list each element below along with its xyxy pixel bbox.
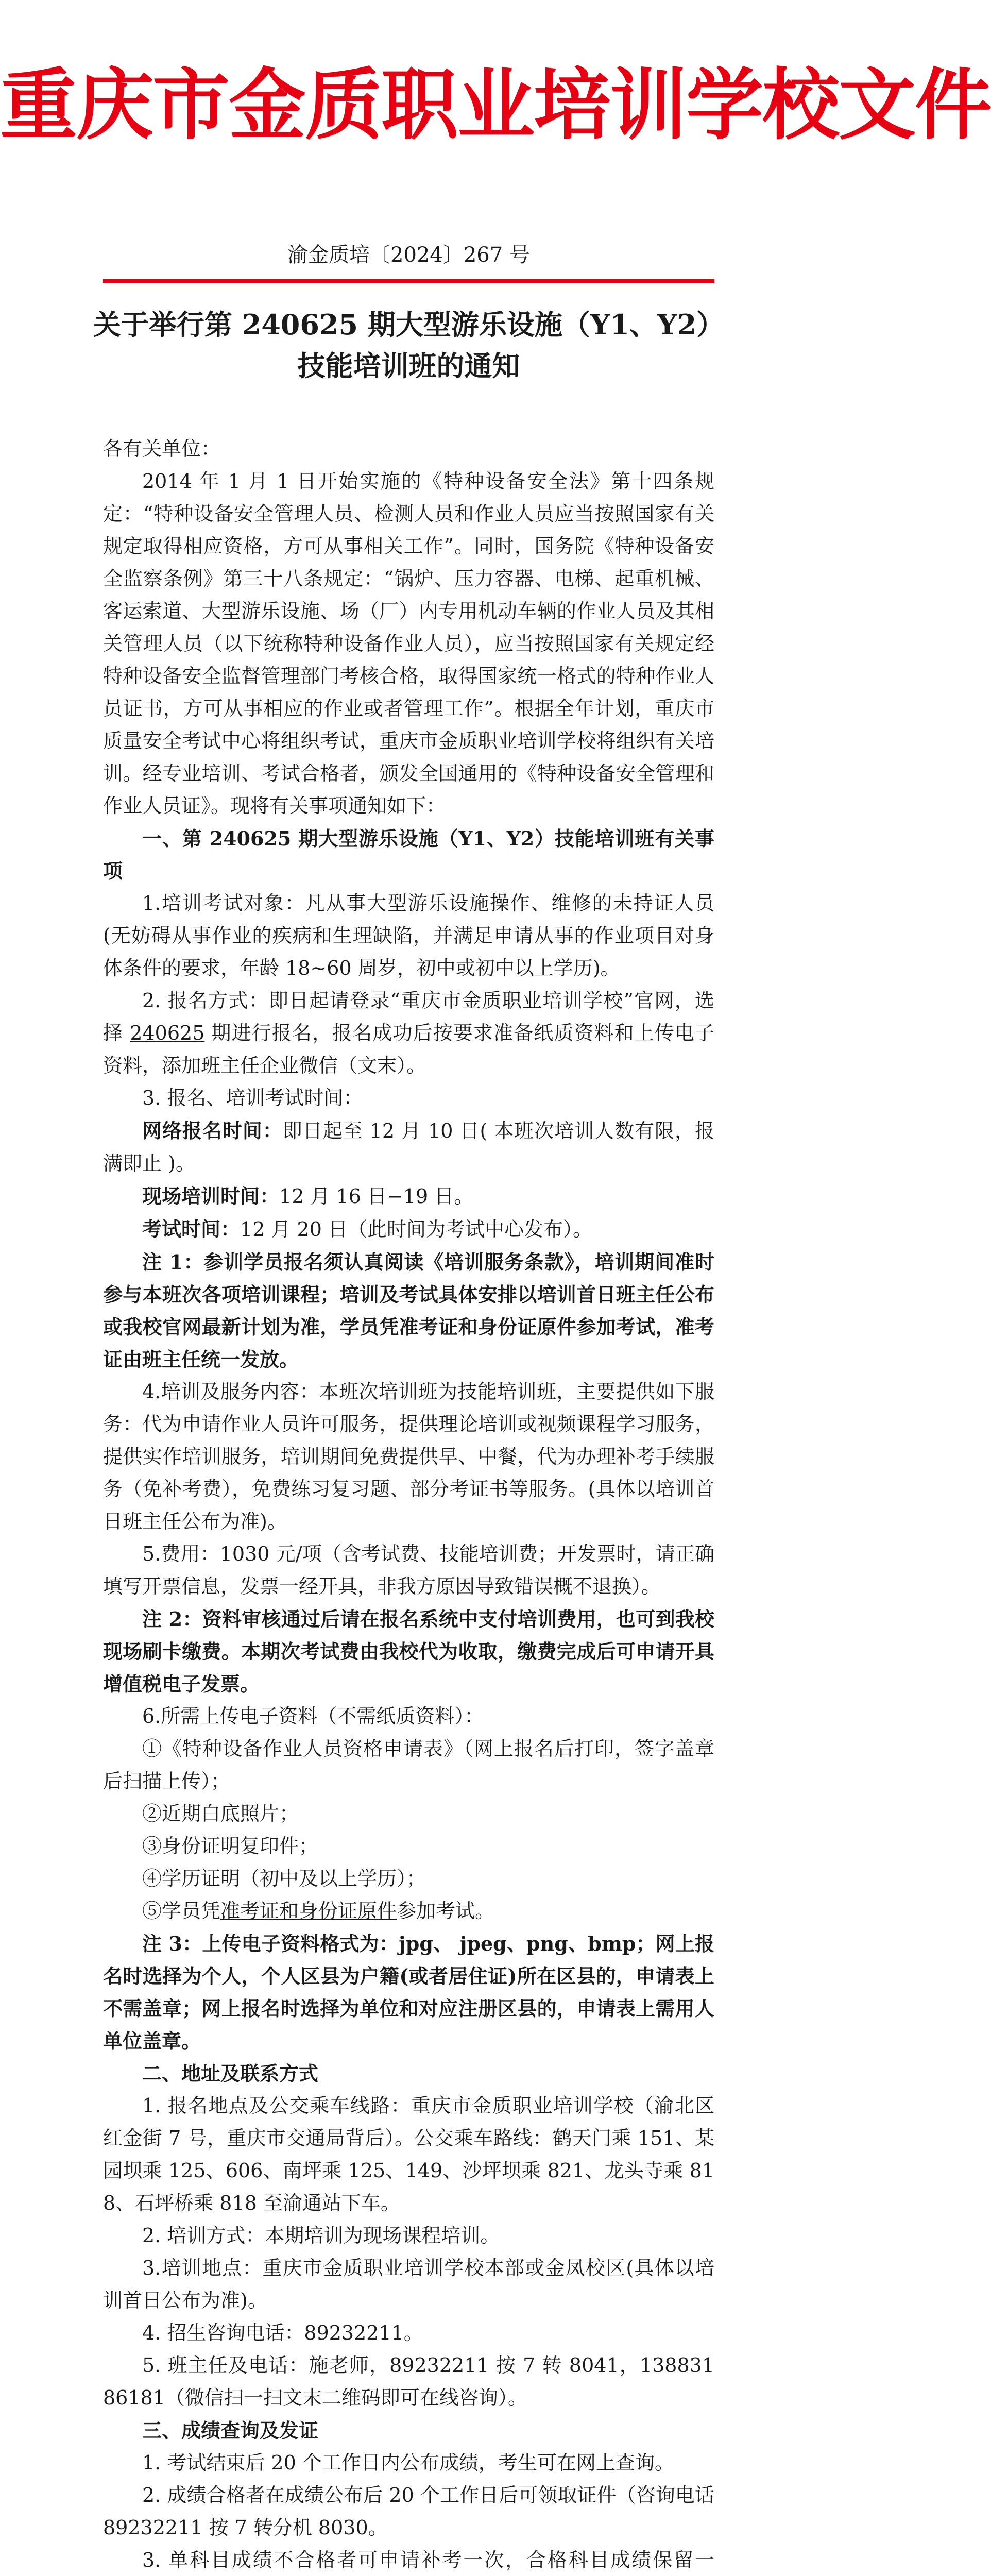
intro-paragraph: 2014 年 1 月 1 日开始实施的《特种设备安全法》第十四条规定：“特种设备安全管理人员、检测人员和作业人员应当按照国家有关规定取得相应资格，方可从事相关工作”。同时，国务院《特种设备安全监察条例》第三十八条规定：“锅炉、压力容器、电梯、起重机械、客运索道、大型游乐设施、场（厂）内专用机动车辆的作业人员及其相关管理人员（以下统称特种设备作业人员），应当按照国家有关规定经特种设备安全监督管理部门考核合格，取得国家统一格式的特种作业人员证书，方可从事相应的作业或者管理工作”。根据全年计划，重庆市质量安全考试中心将组织考试，重庆市金质职业培训学校将组织有关培训。经专业培训、考试合格者，颁发全国通用的《特种设备安全管理和作业人员证》。现将有关事项通知如下： — [103, 470, 714, 817]
notice-title — [77, 304, 740, 386]
required-document-5 — [103, 1895, 714, 1927]
section-2-title: 二、地址及联系方式 — [142, 2062, 319, 2085]
service-content: 4.培训及服务内容：本班次培训班为技能培训班，主要提供如下服务：代为申请作业人员许可服务，提供理论培训或视频课程学习服务，提供实作培训服务，培训期间免费提供早、中餐，代为办理补考手续服务（免补考费），免费练习复习题、部分考证书等服务。(具体以培训首日班主任公布为准)。 — [103, 1380, 714, 1533]
required-document-4: ④学历证明（初中及以上学历）； — [142, 1867, 426, 1890]
title-line-2: 技能培训班的通知 — [297, 349, 520, 382]
training-target: 1.培训考试对象：凡从事大型游乐设施操作、维修的未持证人员(无妨碍从事作业的疾病和生理缺陷，并满足申请从事的作业项目对身体条件的要求，年龄 18~60 周岁，初中或初中以上学历)。 — [103, 892, 714, 979]
required-document-5-underlined: 准考证和身份证原件 — [220, 1900, 397, 1922]
required-documents-heading: 6.所需上传电子资料（不需纸质资料）： — [142, 1705, 484, 1727]
required-document-2: ②近期白底照片； — [142, 1802, 299, 1825]
section-1-title: 一、第 240625 期大型游乐设施（Y1、Y2）技能培训班有关事项 — [103, 827, 714, 883]
notice-body — [103, 433, 714, 2576]
required-document-3: ③身份证明复印件； — [142, 1835, 319, 1857]
online-registration-time — [103, 1114, 714, 1180]
onsite-training-value: 12 月 16 日−19 日。 — [279, 1185, 474, 1208]
class-number: 240625 — [130, 1022, 205, 1044]
training-method: 2. 培训方式：本期培训为现场课程培训。 — [142, 2224, 500, 2247]
salutation: 各有关单位： — [103, 437, 221, 460]
onsite-training-label: 现场培训时间： — [142, 1184, 280, 1208]
schedule-heading: 3. 报名、培训考试时间： — [142, 1087, 363, 1109]
note-1: 注 1：参训学员报名须认真阅读《培训服务条款》，培训期间准时参与本班次各项培训课程；培训及考试具体安排以培训首日班主任公布或我校官网最新计划为准，学员凭准考证和身份证原件参加考试，准考证由班主任统一发放。 — [103, 1250, 714, 1371]
required-document-5-b: 参加考试。 — [397, 1900, 495, 1922]
online-registration-label: 网络报名时间： — [142, 1119, 283, 1142]
registration-method-text-b: 期进行报名，报名成功后按要求准备纸质资料和上传电子资料，添加班主任企业微信（文末）。 — [103, 1022, 714, 1077]
address-and-bus-routes: 1. 报名地点及公交乘车线路：重庆市金质职业培训学校（渝北区红金街 7 号，重庆市交通局背后）。公交乘车路线：鹤天门乘 151、某园坝乘 125、606、南坪乘 125、149、沙坪坝乘 821、龙头寺乘 818、石坪桥乘 818 至渝通站下车。 — [103, 2094, 714, 2214]
note-3: 注 3：上传电子资料格式为：jpg、 jpeg、png、bmp；网上报名时选择为个人，个人区县为户籍(或者居住证)所在区县的，申请表上不需盖章；网上报名时选择为单位和对应注册区县的，申请表上需用人单位盖章。 — [103, 1932, 714, 2053]
exam-time-label: 考试时间： — [142, 1217, 241, 1241]
exam-time — [103, 1213, 714, 1246]
class-teacher-contact: 5. 班主任及电话：施老师，89232211 按 7 转 8041，13883186181（微信扫一扫文末二维码即可在线咨询）。 — [103, 2354, 714, 2409]
document-masthead: 重庆市金质职业培训学校文件 — [0, 61, 991, 150]
required-document-1: ①《特种设备作业人员资格申请表》（网上报名后打印，签字盖章后扫描上传）； — [103, 1737, 714, 1792]
red-divider — [103, 279, 714, 283]
document-number: 渝金质培〔2024〕267 号 — [287, 243, 530, 267]
training-location: 3.培训地点：重庆市金质职业培训学校本部或金凤校区(具体以培训首日公布为准)。 — [103, 2257, 714, 2312]
result-query: 1. 考试结束后 20 个工作日内公布成绩，考生可在网上查询。 — [142, 2451, 674, 2474]
retake-rule: 3. 单科目成绩不合格者可申请补考一次，合格科目成绩保留一 — [142, 2549, 714, 2571]
registration-method-text-a: 2. 报名方式：即日起请登录“重庆市金质职业培训学校”官网，选择 — [103, 989, 714, 1044]
note-2: 注 2：资料审核通过后请在报名系统中支付培训费用，也可到我校现场刷卡缴费。本期次考试费由我校代为收取，缴费完成后可申请开具增值税电子发票。 — [103, 1607, 714, 1696]
exam-time-value: 12 月 20 日（此时间为考试中心发布）。 — [240, 1218, 592, 1241]
title-line-1: 关于举行第 240625 期大型游乐设施（Y1、Y2） — [93, 308, 725, 341]
certificate-collection: 2. 成绩合格者在成绩公布后 20 个工作日后可领取证件（咨询电话 89232211 按 7 转分机 8030。 — [103, 2484, 714, 2539]
section-3-title: 三、成绩查询及发证 — [142, 2419, 319, 2442]
online-registration-value: 即日起至 12 月 10 日( 本班次培训人数有限，报满即止 )。 — [103, 1120, 714, 1175]
fee-info: 5.费用：1030 元/项（含考试费、技能培训费；开发票时，请正确填写开票信息，发票一经开具，非我方原因导致错误概不退换）。 — [103, 1543, 714, 1598]
required-document-5-a: ⑤学员凭 — [142, 1900, 221, 1922]
onsite-training-time — [103, 1180, 714, 1213]
enrollment-phone: 4. 招生咨询电话：89232211。 — [142, 2321, 423, 2344]
registration-method — [103, 985, 714, 1082]
